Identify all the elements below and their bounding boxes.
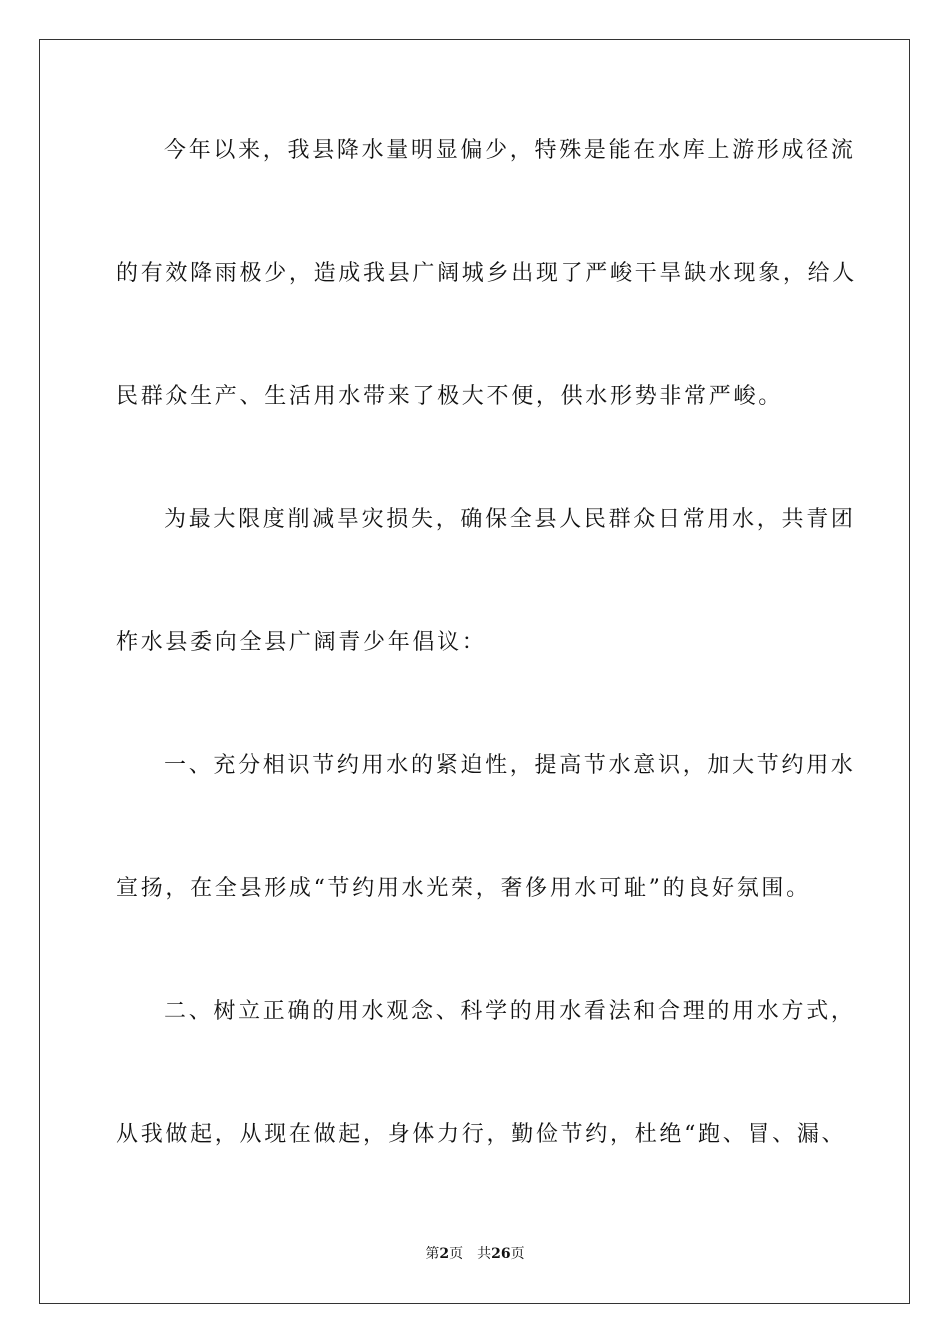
total-pages: 26 xyxy=(491,1246,511,1262)
page-number: 2 xyxy=(439,1246,450,1262)
paragraph-line-6: 一、充分相识节约用水的紧迫性，提高节水意识，加大节约用水 xyxy=(164,753,856,778)
page-border xyxy=(39,39,910,1304)
total-prefix: 共 xyxy=(477,1246,492,1262)
paragraph-line-1: 今年以来，我县降水量明显偏少，特殊是能在水库上游形成径流 xyxy=(164,138,856,163)
paragraph-line-5: 柞水县委向全县广阔青少年倡议： xyxy=(116,630,487,655)
total-suffix: 页 xyxy=(510,1246,525,1262)
page-suffix: 页 xyxy=(449,1246,464,1262)
paragraph-line-4: 为最大限度削减旱灾损失，确保全县人民群众日常用水，共青团 xyxy=(164,507,856,532)
paragraph-line-3: 民群众生产、生活用水带来了极大不便，供水形势非常严峻。 xyxy=(116,384,783,409)
paragraph-line-7: 宣扬，在全县形成“节约用水光荣，奢侈用水可耻”的良好氛围。 xyxy=(116,876,811,901)
paragraph-line-9: 从我做起，从现在做起，身体力行，勤俭节约，杜绝“跑、冒、漏、 xyxy=(116,1122,847,1147)
paragraph-line-2: 的有效降雨极少，造成我县广阔城乡出现了严峻干旱缺水现象，给人 xyxy=(116,261,858,286)
page-prefix: 第 xyxy=(425,1246,440,1262)
paragraph-line-8: 二、树立正确的用水观念、科学的用水看法和合理的用水方式， xyxy=(164,999,856,1024)
page-footer xyxy=(0,1244,950,1264)
